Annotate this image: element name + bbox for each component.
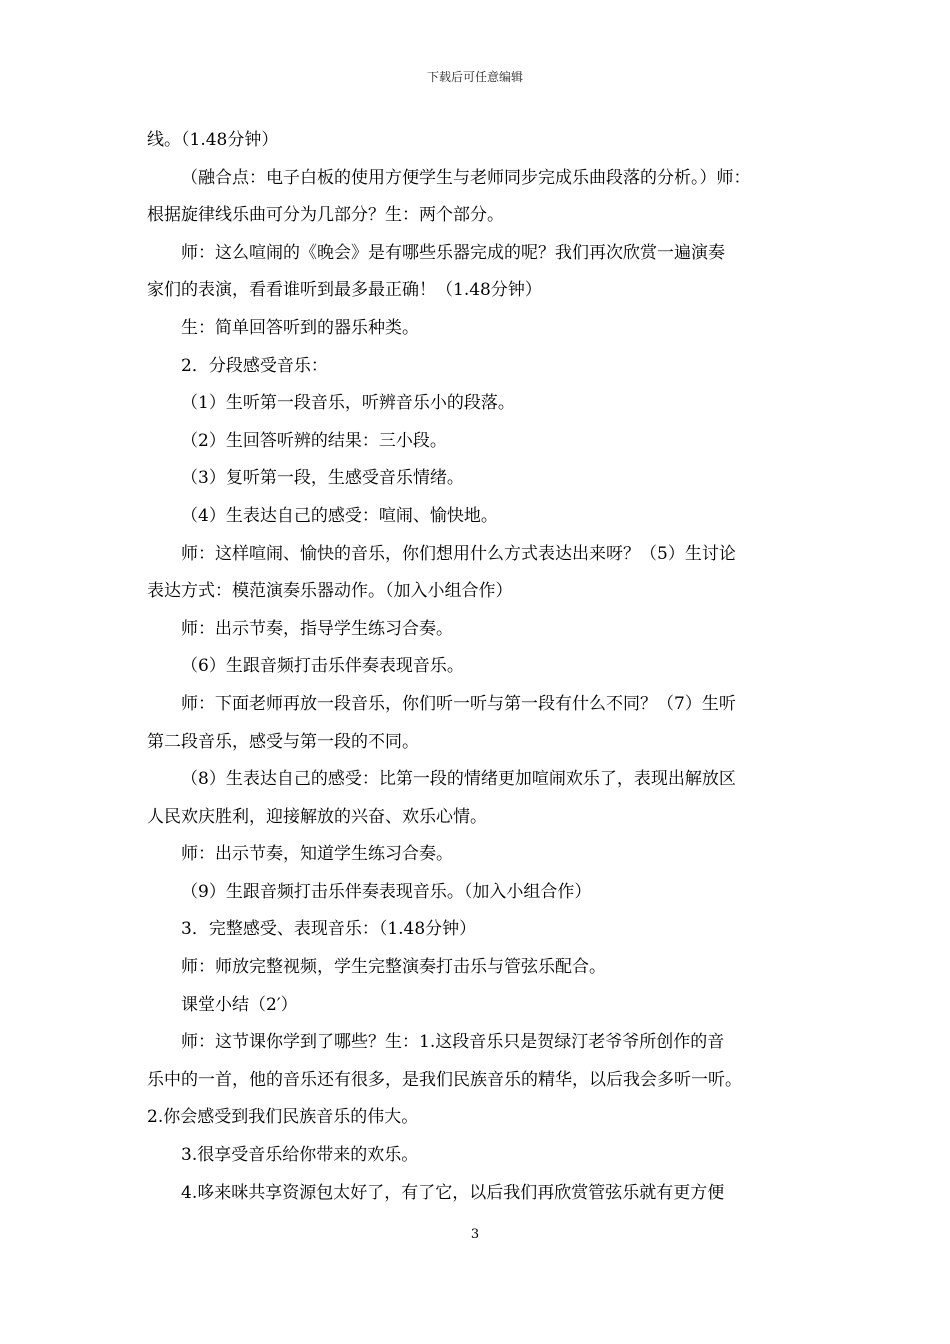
text-line: 3．完整感受、表现音乐：（1.48分钟） [181,919,477,940]
text-line: 2.你会感受到我们民族音乐的伟大。 [147,1107,419,1128]
page-header: 下载后可任意编辑 [426,70,523,84]
text-line: （8）生表达自己的感受：比第一段的情绪更加喧闹欢乐了，表现出解放区 [181,769,736,790]
text-line: （2）生回答听辨的结果：三小段。 [181,430,447,451]
text-line: 师：出示节奏，知道学生练习合奏。 [181,844,453,865]
text-line: 第二段音乐，感受与第一段的不同。 [147,731,419,752]
text-line: 根据旋律线乐曲可分为几部分？生：两个部分。 [147,205,504,226]
text-line: （9）生跟音频打击乐伴奏表现音乐。（加入小组合作） [181,881,592,902]
text-line: 师：师放完整视频，学生完整演奏打击乐与管弦乐配合。 [181,957,606,978]
text-line: 3.很享受音乐给你带来的欢乐。 [181,1145,419,1166]
text-line: （6）生跟音频打击乐伴奏表现音乐。 [181,656,464,677]
text-line: 师：这样喧闹、愉快的音乐，你们想用什么方式表达出来呀？（5）生讨论 [181,543,736,564]
text-line: 师：这么喧闹的《晚会》是有哪些乐器完成的呢？我们再次欣赏一遍演奏 [181,242,725,263]
text-line: 人民欢庆胜利，迎接解放的兴奋、欢乐心情。 [147,806,487,827]
text-line: 师：出示节奏，指导学生练习合奏。 [181,618,453,639]
document-body [147,122,827,1212]
page-number: 3 [470,1227,480,1242]
text-line: （3）复听第一段，生感受音乐情绪。 [181,468,464,489]
text-line: 师：这节课你学到了哪些？生：1.这段音乐只是贺绿汀老爷爷所创作的音 [181,1032,725,1053]
text-line: 家们的表演，看看谁听到最多最正确！（1.48分钟） [147,280,542,301]
section-heading: 课堂小结（2′） [181,994,298,1015]
text-line: （4）生表达自己的感受：喧闹、愉快地。 [181,505,498,526]
text-line: 乐中的一首，他的音乐还有很多，是我们民族音乐的精华，以后我会多听一听。 [147,1069,742,1090]
text-line: 4.哆来咪共享资源包太好了，有了它，以后我们再欣赏管弦乐就有更方便 [181,1182,725,1203]
text-line: 2．分段感受音乐： [181,355,328,376]
text-line: 生：简单回答听到的器乐种类。 [181,317,419,338]
text-line: （1）生听第一段音乐，听辨音乐小的段落。 [181,393,515,414]
text-line: （融合点：电子白板的使用方便学生与老师同步完成乐曲段落的分析。）师： [181,167,751,188]
text-line: 表达方式：模范演奏乐器动作。（加入小组合作） [147,581,513,602]
text-line: 线。（1.48分钟） [147,130,279,150]
text-line: 师：下面老师再放一段音乐，你们听一听与第一段有什么不同？（7）生听 [181,693,736,714]
